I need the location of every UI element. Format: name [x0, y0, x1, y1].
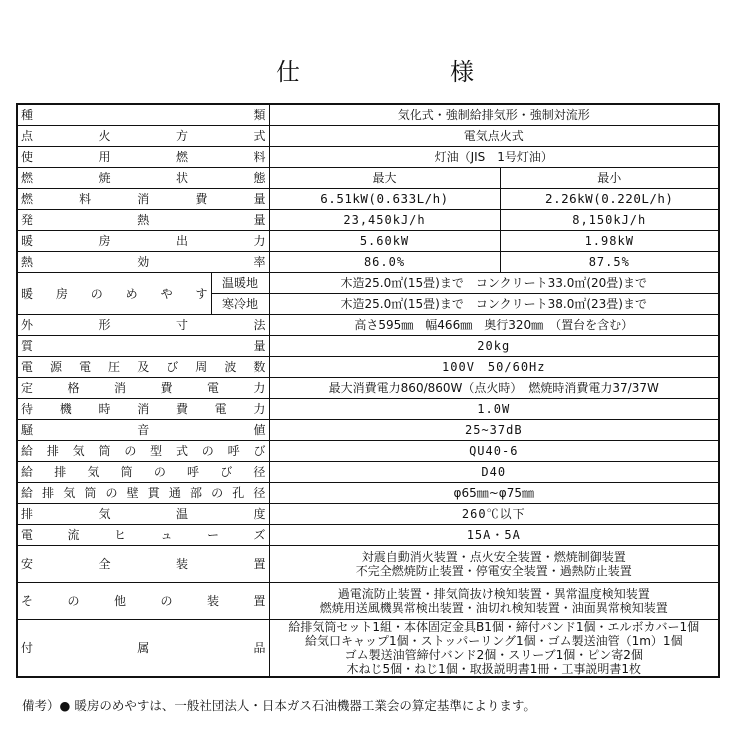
label-char: 貫 [147, 486, 160, 500]
label-char: 式 [175, 444, 188, 458]
max-value: 5.60kW [269, 231, 500, 252]
label-char: 燃 [175, 150, 188, 164]
row-label [17, 189, 269, 210]
row-value [269, 620, 719, 678]
label-char: 度 [253, 507, 266, 521]
label-char: 待 [21, 402, 34, 416]
table-row [17, 583, 719, 620]
label-spread [21, 255, 266, 269]
label-char: 電 [214, 402, 227, 416]
label-spread [21, 641, 266, 655]
label-char: 流 [67, 528, 80, 542]
spec-table [16, 103, 720, 678]
max-value: 23,450kJ/h [269, 210, 500, 231]
max-value: 6.51kW(0.633L/h) [269, 189, 500, 210]
label-char: 気 [87, 465, 100, 479]
sub-value: 木造25.0㎡(15畳)まで コンクリート33.0㎡(20畳)まで [269, 273, 719, 294]
row-label [17, 231, 269, 252]
row-label [17, 378, 269, 399]
label-char: 消 [113, 381, 126, 395]
label-char: 値 [253, 423, 266, 437]
label-char: 燃 [21, 192, 34, 206]
label-char: 形 [98, 318, 111, 332]
label-char: 温 [175, 507, 188, 521]
label-spread [21, 129, 266, 143]
row-value [269, 546, 719, 583]
row-value: 電気点火式 [269, 126, 719, 147]
label-char: の [160, 594, 173, 608]
table-row [17, 483, 719, 504]
label-char: 排 [21, 507, 34, 521]
label-char: 方 [175, 129, 188, 143]
label-char: 通 [168, 486, 181, 500]
label-char: 径 [253, 465, 266, 479]
label-char: 式 [253, 129, 266, 143]
table-row [17, 147, 719, 168]
row-label [17, 273, 211, 315]
label-char: 費 [195, 192, 208, 206]
label-spread [21, 444, 266, 458]
label-spread [21, 108, 266, 122]
row-value: 15A・5A [269, 525, 719, 546]
table-row [17, 525, 719, 546]
row-label [17, 504, 269, 525]
label-char: 種 [21, 108, 34, 122]
label-char: 料 [253, 150, 266, 164]
table-row [17, 168, 719, 189]
min-value: 2.26kW(0.220L/h) [500, 189, 719, 210]
table-row [17, 252, 719, 273]
label-spread [21, 339, 266, 353]
row-value [269, 583, 719, 620]
label-char: 及 [137, 360, 150, 374]
label-spread [21, 171, 266, 185]
label-spread [21, 318, 266, 332]
row-label [17, 483, 269, 504]
table-row [17, 336, 719, 357]
row-value: 260℃以下 [269, 504, 719, 525]
value-line: 対震自動消火装置・点火安全装置・燃焼制御装置 [361, 550, 626, 564]
label-spread [21, 234, 266, 248]
label-char: 数 [253, 360, 266, 374]
table-row [17, 620, 719, 678]
value-line: 不完全燃焼防止装置・停電安全装置・過熱防止装置 [355, 564, 632, 578]
footnote: 備考）● 暖房のめやすは、一般社団法人・日本ガス石油機器工業会の算定基準によります。 [22, 698, 536, 713]
label-spread [21, 528, 266, 542]
label-char: の [153, 465, 166, 479]
row-label [17, 399, 269, 420]
label-char: 他 [113, 594, 126, 608]
label-char: 電 [79, 360, 92, 374]
table-row [17, 126, 719, 147]
label-char: 孔 [232, 486, 245, 500]
label-char: 電 [21, 360, 34, 374]
label-spread [21, 594, 266, 608]
row-value: 100V 50/60Hz [269, 357, 719, 378]
row-label [17, 525, 269, 546]
label-char: ヒ [113, 528, 126, 542]
label-char: び [220, 465, 233, 479]
table-row [17, 504, 719, 525]
value-line: 燃焼用送風機異常検出装置・油切れ検知装置・油面異常検知装置 [319, 601, 668, 615]
row-value: D40 [269, 462, 719, 483]
label-char: 排 [54, 465, 67, 479]
table-row [17, 420, 719, 441]
row-value: QU40-6 [269, 441, 719, 462]
sub-label: 温暖地 [211, 273, 269, 294]
table-row [17, 210, 719, 231]
table-row [17, 357, 719, 378]
label-char: 熱 [21, 255, 34, 269]
label-char: 壁 [126, 486, 139, 500]
label-char: す [195, 286, 208, 301]
title-right: 様 [450, 58, 474, 86]
label-char: や [160, 286, 173, 301]
label-char: め [125, 286, 138, 301]
label-char: 置 [253, 594, 266, 608]
label-char: 量 [253, 339, 266, 353]
row-label [17, 126, 269, 147]
row-value: 25~37dB [269, 420, 719, 441]
value-line: 給排気筒セット1組・本体固定金具B1個・締付バンド1個・エルボカバー1個 [288, 620, 700, 634]
row-label [17, 357, 269, 378]
label-spread [21, 557, 266, 571]
label-spread [21, 381, 266, 395]
label-char: 外 [21, 318, 34, 332]
label-char: 消 [137, 402, 150, 416]
label-char: の [211, 486, 224, 500]
label-spread [21, 150, 266, 164]
label-char: 費 [175, 402, 188, 416]
label-char: 格 [67, 381, 80, 395]
label-char: 筒 [84, 486, 97, 500]
row-label [17, 546, 269, 583]
label-char: ュ [160, 528, 173, 542]
label-char: び [253, 444, 266, 458]
row-label [17, 462, 269, 483]
row-label [17, 168, 269, 189]
label-char: 排 [42, 486, 55, 500]
label-char: 暖 [21, 234, 34, 248]
sub-value: 木造25.0㎡(15畳)まで コンクリート38.0㎡(23畳)まで [269, 294, 719, 315]
label-char: 品 [253, 641, 266, 655]
max-value: 86.0% [269, 252, 500, 273]
label-spread [21, 287, 208, 301]
label-spread [21, 507, 266, 521]
label-char: 量 [253, 192, 266, 206]
row-value: 20kg [269, 336, 719, 357]
label-char: 型 [150, 444, 163, 458]
label-char: そ [21, 594, 34, 608]
label-char: 給 [21, 444, 34, 458]
row-value: φ65㎜~φ75㎜ [269, 483, 719, 504]
label-char: 費 [160, 381, 173, 395]
label-spread [21, 213, 266, 227]
label-char: 発 [21, 213, 34, 227]
value-line: 過電流防止装置・排気筒抜け検知装置・異常温度検知装置 [337, 587, 650, 601]
table-row [17, 462, 719, 483]
label-char: 暖 [21, 286, 34, 301]
label-char: 気 [63, 486, 76, 500]
label-char: 電 [206, 381, 219, 395]
spec-title [0, 52, 750, 86]
label-char: 使 [21, 150, 34, 164]
label-char: び [166, 360, 179, 374]
label-char: 排 [46, 444, 59, 458]
label-char: 態 [253, 171, 266, 185]
min-value: 87.5% [500, 252, 719, 273]
label-char: 圧 [108, 360, 121, 374]
row-value: 最大消費電力860/860W（点火時） 燃焼時消費電力37/37W [269, 378, 719, 399]
label-char: 呼 [227, 444, 240, 458]
row-label [17, 315, 269, 336]
row-value: 灯油（JIS 1号灯油） [269, 147, 719, 168]
row-label [17, 441, 269, 462]
label-char: 類 [253, 108, 266, 122]
label-char: 装 [206, 594, 219, 608]
label-char: 径 [253, 486, 266, 500]
label-char: 法 [253, 318, 266, 332]
label-char: 量 [253, 213, 266, 227]
label-char: 効 [137, 255, 150, 269]
label-char: 房 [55, 286, 68, 301]
title-left: 仕 [276, 58, 300, 86]
label-char: 焼 [98, 171, 111, 185]
value-line: 木ねじ5個・ねじ1個・取扱説明書1冊・工事説明書1枚 [346, 662, 642, 676]
label-char: 力 [253, 234, 266, 248]
label-char: 点 [21, 129, 34, 143]
label-char: 装 [175, 557, 188, 571]
row-value: 気化式・強制給排気形・強制対流形 [269, 104, 719, 126]
label-char: の [201, 444, 214, 458]
label-char: 付 [21, 641, 34, 655]
table-row [17, 315, 719, 336]
label-char: 全 [98, 557, 111, 571]
table-row [17, 546, 719, 583]
label-char: 安 [21, 557, 34, 571]
row-value: 高さ595㎜ 幅466㎜ 奥行320㎜ （置台を含む） [269, 315, 719, 336]
label-char: ズ [253, 528, 266, 542]
value-line: 給気口キャップ1個・ストッパーリング1個・ゴム製送油管（1m）1個 [304, 634, 683, 648]
label-char: 燃 [21, 171, 34, 185]
label-char: の [90, 286, 103, 301]
table-row [17, 231, 719, 252]
label-char: 熱 [137, 213, 150, 227]
label-char: 出 [175, 234, 188, 248]
value-line: ゴム製送油管締付バンド2個・スリーブ1個・ピン寄2個 [344, 648, 643, 662]
row-label [17, 147, 269, 168]
label-char: 料 [79, 192, 92, 206]
row-label [17, 252, 269, 273]
label-char: 消 [137, 192, 150, 206]
label-char: 機 [59, 402, 72, 416]
label-char: の [105, 486, 118, 500]
min-header: 最小 [500, 168, 719, 189]
label-char: 火 [98, 129, 111, 143]
table-row [17, 189, 719, 210]
label-char: 定 [21, 381, 34, 395]
label-char: 給 [21, 465, 34, 479]
row-label [17, 104, 269, 126]
label-char: ー [206, 528, 219, 542]
table-row [17, 273, 719, 294]
label-char: 寸 [175, 318, 188, 332]
max-header: 最大 [269, 168, 500, 189]
label-char: 属 [137, 641, 150, 655]
label-char: 波 [224, 360, 237, 374]
label-spread [21, 423, 266, 437]
label-char: 部 [190, 486, 203, 500]
label-char: 源 [50, 360, 63, 374]
label-spread [21, 360, 266, 374]
table-row [17, 399, 719, 420]
label-char: 電 [21, 528, 34, 542]
label-char: 給 [21, 486, 34, 500]
row-label [17, 583, 269, 620]
label-spread [21, 486, 266, 500]
label-char: 騒 [21, 423, 34, 437]
label-char: 気 [98, 507, 111, 521]
label-char: 置 [253, 557, 266, 571]
min-value: 8,150kJ/h [500, 210, 719, 231]
table-row [17, 378, 719, 399]
label-spread [21, 402, 266, 416]
table-row [17, 104, 719, 126]
label-char: 時 [98, 402, 111, 416]
row-label [17, 210, 269, 231]
table-row [17, 441, 719, 462]
label-char: 筒 [98, 444, 111, 458]
label-spread [21, 465, 266, 479]
sub-label: 寒冷地 [211, 294, 269, 315]
label-char: 率 [253, 255, 266, 269]
label-char: 音 [137, 423, 150, 437]
label-char: 質 [21, 339, 34, 353]
label-char: 力 [253, 402, 266, 416]
label-char: 筒 [120, 465, 133, 479]
label-char: 呼 [187, 465, 200, 479]
label-char: 状 [175, 171, 188, 185]
label-char: 気 [72, 444, 85, 458]
row-value: 1.0W [269, 399, 719, 420]
row-label [17, 620, 269, 678]
row-label [17, 420, 269, 441]
label-char: 力 [253, 381, 266, 395]
label-char: の [124, 444, 137, 458]
label-char: の [67, 594, 80, 608]
min-value: 1.98kW [500, 231, 719, 252]
label-char: 用 [98, 150, 111, 164]
label-char: 房 [98, 234, 111, 248]
label-spread [21, 192, 266, 206]
label-char: 周 [195, 360, 208, 374]
row-label [17, 336, 269, 357]
